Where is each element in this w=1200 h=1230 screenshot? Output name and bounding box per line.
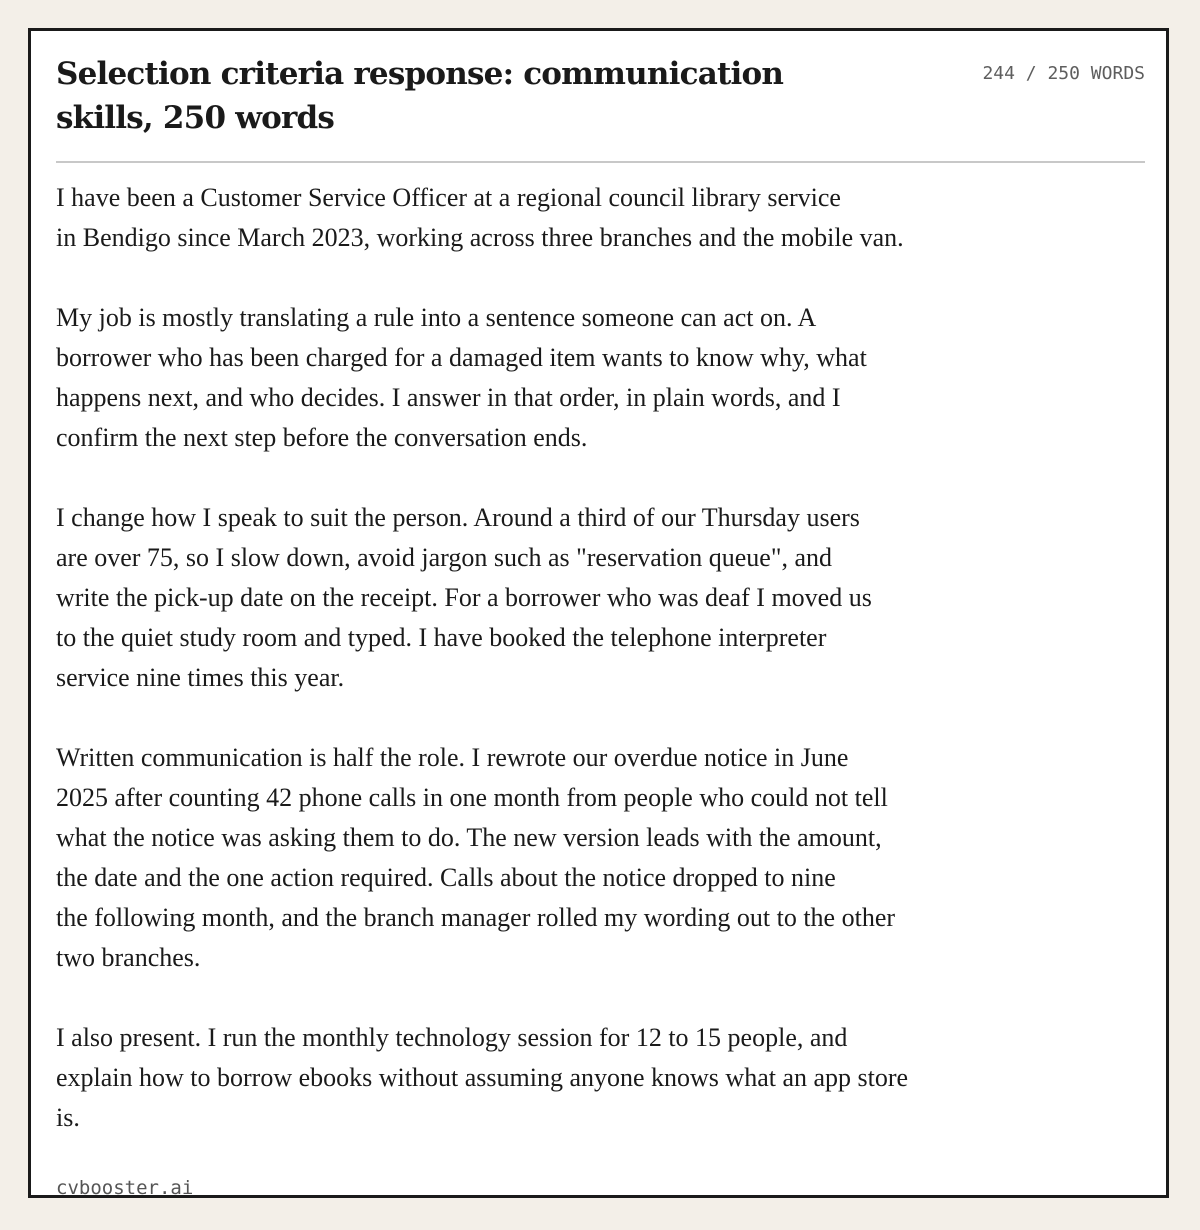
text-line: Written communication is half the role. I rewrote our overdue notice in June [56,743,849,772]
paragraph [56,178,1056,258]
text-line: borrower who has been charged for a damaged item wants to know why, what [56,343,867,372]
text-line: confirm the next step before the conversation ends. [56,423,588,452]
text-line: two branches. [56,943,201,972]
text-line: the date and the one action required. Calls about the notice dropped to nine [56,863,836,892]
text-line: are over 75, so I slow down, avoid jargon such as "reservation queue", and [56,543,832,572]
text-line: explain how to borrow ebooks without assuming anyone knows what an app store [56,1063,909,1092]
text-line: is. [56,1103,80,1132]
text-line: I also present. I run the monthly technology session for 12 to 15 people, and [56,1023,848,1052]
word-count: 244 / 250 WORDS [982,63,1145,84]
document-title: Selection criteria response: communication skills, 250 words [56,56,784,136]
paragraph [56,738,1056,978]
paragraph [56,1018,1056,1138]
text-line: I have been a Customer Service Officer at a regional council library service [56,183,841,212]
response-card [28,28,1169,1198]
response-body [56,178,1056,1178]
paragraph [56,298,1056,458]
document-header [56,49,1145,163]
footer-brand: cvbooster.ai [56,1177,194,1199]
text-line: 2025 after counting 42 phone calls in one month from people who could not tell [56,783,888,812]
text-line: I change how I speak to suit the person. Around a third of our Thursday users [56,503,860,532]
text-line: to the quiet study room and typed. I have booked the telephone interpreter [56,623,827,652]
text-line: My job is mostly translating a rule into a sentence someone can act on. A [56,303,817,332]
text-line: service nine times this year. [56,663,345,692]
text-line: the following month, and the branch manager rolled my wording out to the other [56,903,896,932]
text-line: in Bendigo since March 2023, working across three branches and the mobile van. [56,223,904,252]
text-line: what the notice was asking them to do. The new version leads with the amount, [56,823,882,852]
text-line: write the pick-up date on the receipt. For a borrower who was deaf I moved us [56,583,872,612]
text-line: happens next, and who decides. I answer in that order, in plain words, and I [56,383,841,412]
paragraph [56,498,1056,698]
